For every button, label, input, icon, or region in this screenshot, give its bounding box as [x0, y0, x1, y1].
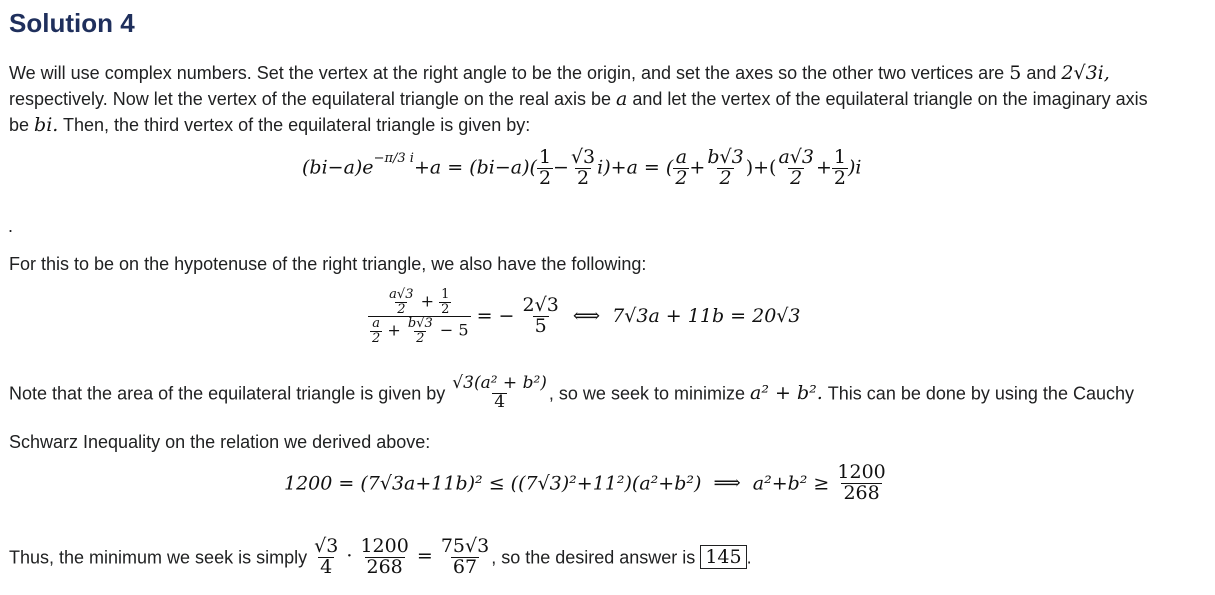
value-five: 5 — [1009, 62, 1022, 84]
eq3-rhs: a²+b² ≥ — [752, 472, 830, 495]
eq1-mid2: i)+a = ( — [597, 156, 674, 179]
hypotenuse-text: For this to be on the hypotenuse of the right triangle, we also have the following: — [9, 254, 647, 274]
final-text-b: , so the desired answer is — [491, 547, 696, 568]
area-text-c: This can be done by using the Cauchy — [827, 383, 1134, 404]
final-line — [9, 537, 752, 578]
eq2-big-frac: $\frac{a√3}{2}$ + $\frac{1}{2}$ $\frac{a}{2}$ + $\frac{b√3}{2}$ − 5 — [368, 288, 471, 346]
value-two-root3-i: 2√3i, — [1061, 62, 1110, 84]
area-expr: a² + b². — [750, 381, 823, 404]
eq1-lhs: (bi−a)e — [302, 156, 374, 179]
eq2-top-a3: $\frac{a√3}{2}$ — [389, 287, 414, 317]
intro-line-1 — [9, 60, 1110, 86]
var-a: a — [616, 88, 628, 110]
eq1-end: )i — [847, 156, 862, 179]
intro-line-2 — [9, 86, 1148, 112]
eq3-frac: $\frac{1200}{268}$ — [837, 461, 886, 504]
final-frac-2: $\frac{1200}{268}$ — [360, 535, 409, 578]
eq2-iff: ⟺ — [572, 304, 601, 327]
eq1-frac-a: $\frac{a}{2}$ — [675, 146, 688, 189]
final-cdot: · — [346, 545, 353, 568]
eq1-plus2: + — [815, 156, 832, 179]
intro-and: and — [1026, 63, 1057, 83]
eq1-frac-a3: $\frac{a√3}{2}$ — [778, 146, 814, 189]
area-text-b: , so we seek to minimize — [548, 383, 745, 404]
intro-text-2a: respectively. Now let the vertex of the equilateral triangle on the real axis be — [9, 89, 611, 109]
stray-period: . — [8, 216, 14, 236]
equation-cauchy — [284, 463, 888, 504]
area-line-1 — [9, 375, 1134, 412]
eq3-implies: ⟹ — [713, 472, 741, 495]
eq2-result: 7√3a + 11b = 20√3 — [612, 304, 801, 327]
final-equals: = — [416, 545, 433, 568]
eq2-bot-a: $\frac{a}{2}$ — [372, 316, 381, 346]
eq1-exponent: −π/3 i — [373, 151, 414, 167]
equation-hypotenuse — [368, 288, 800, 346]
area-line-2: Schwarz Inequality on the relation we derived above: — [9, 432, 431, 452]
area-text-a: Note that the area of the equilateral triangle is given by — [9, 383, 446, 404]
var-bi: bi. — [34, 114, 59, 136]
intro-text-3b: Then, the third vertex of the equilateral triangle is given by: — [63, 115, 531, 135]
eq2-rhs-frac: $\frac{2√3}{5}$ — [522, 294, 559, 338]
final-period: . — [746, 547, 752, 568]
eq1-plus: + — [689, 156, 706, 179]
intro-text-3a: be — [9, 115, 30, 135]
solution-heading: Solution 4 — [9, 8, 135, 38]
final-frac-1: $\frac{√3}{4}$ — [314, 535, 339, 578]
eq1-minus: − — [553, 156, 569, 179]
eq2-equals: = − — [476, 304, 515, 327]
eq1-frac-root3: $\frac{√3}{2}$ — [570, 146, 596, 189]
eq1-frac-b: $\frac{b√3}{2}$ — [707, 146, 744, 189]
eq1-mid3: )+( — [745, 156, 777, 179]
equation-third-vertex — [302, 148, 861, 189]
eq3-lhs: 1200 = (7√3a+11b)² ≤ ((7√3)²+11²)(a²+b²) — [284, 472, 702, 495]
area-fraction: $\frac{\text{√3(a² + b²)}}{4}$ — [452, 373, 547, 412]
final-text-a: Thus, the minimum we seek is simply — [9, 547, 308, 568]
eq1-frac-half2: $\frac{1}{2}$ — [833, 146, 846, 189]
eq2-bot-b3: $\frac{b√3}{2}$ — [407, 316, 433, 346]
intro-text-1: We will use complex numbers. Set the vertex at the right angle to be the origin, and set the axes so the other two vertices are — [9, 63, 1005, 83]
eq2-top-half: $\frac{1}{2}$ — [441, 287, 450, 317]
intro-text-2b: and let the vertex of the equilateral triangle on the imaginary axis — [632, 89, 1148, 109]
eq1-mid: +a = (bi−a)( — [413, 156, 537, 179]
final-frac-3: $\frac{75√3}{67}$ — [440, 535, 490, 578]
intro-line-3 — [9, 112, 530, 138]
eq1-frac-half: $\frac{1}{2}$ — [538, 146, 552, 189]
answer-box: 145 — [700, 545, 746, 569]
